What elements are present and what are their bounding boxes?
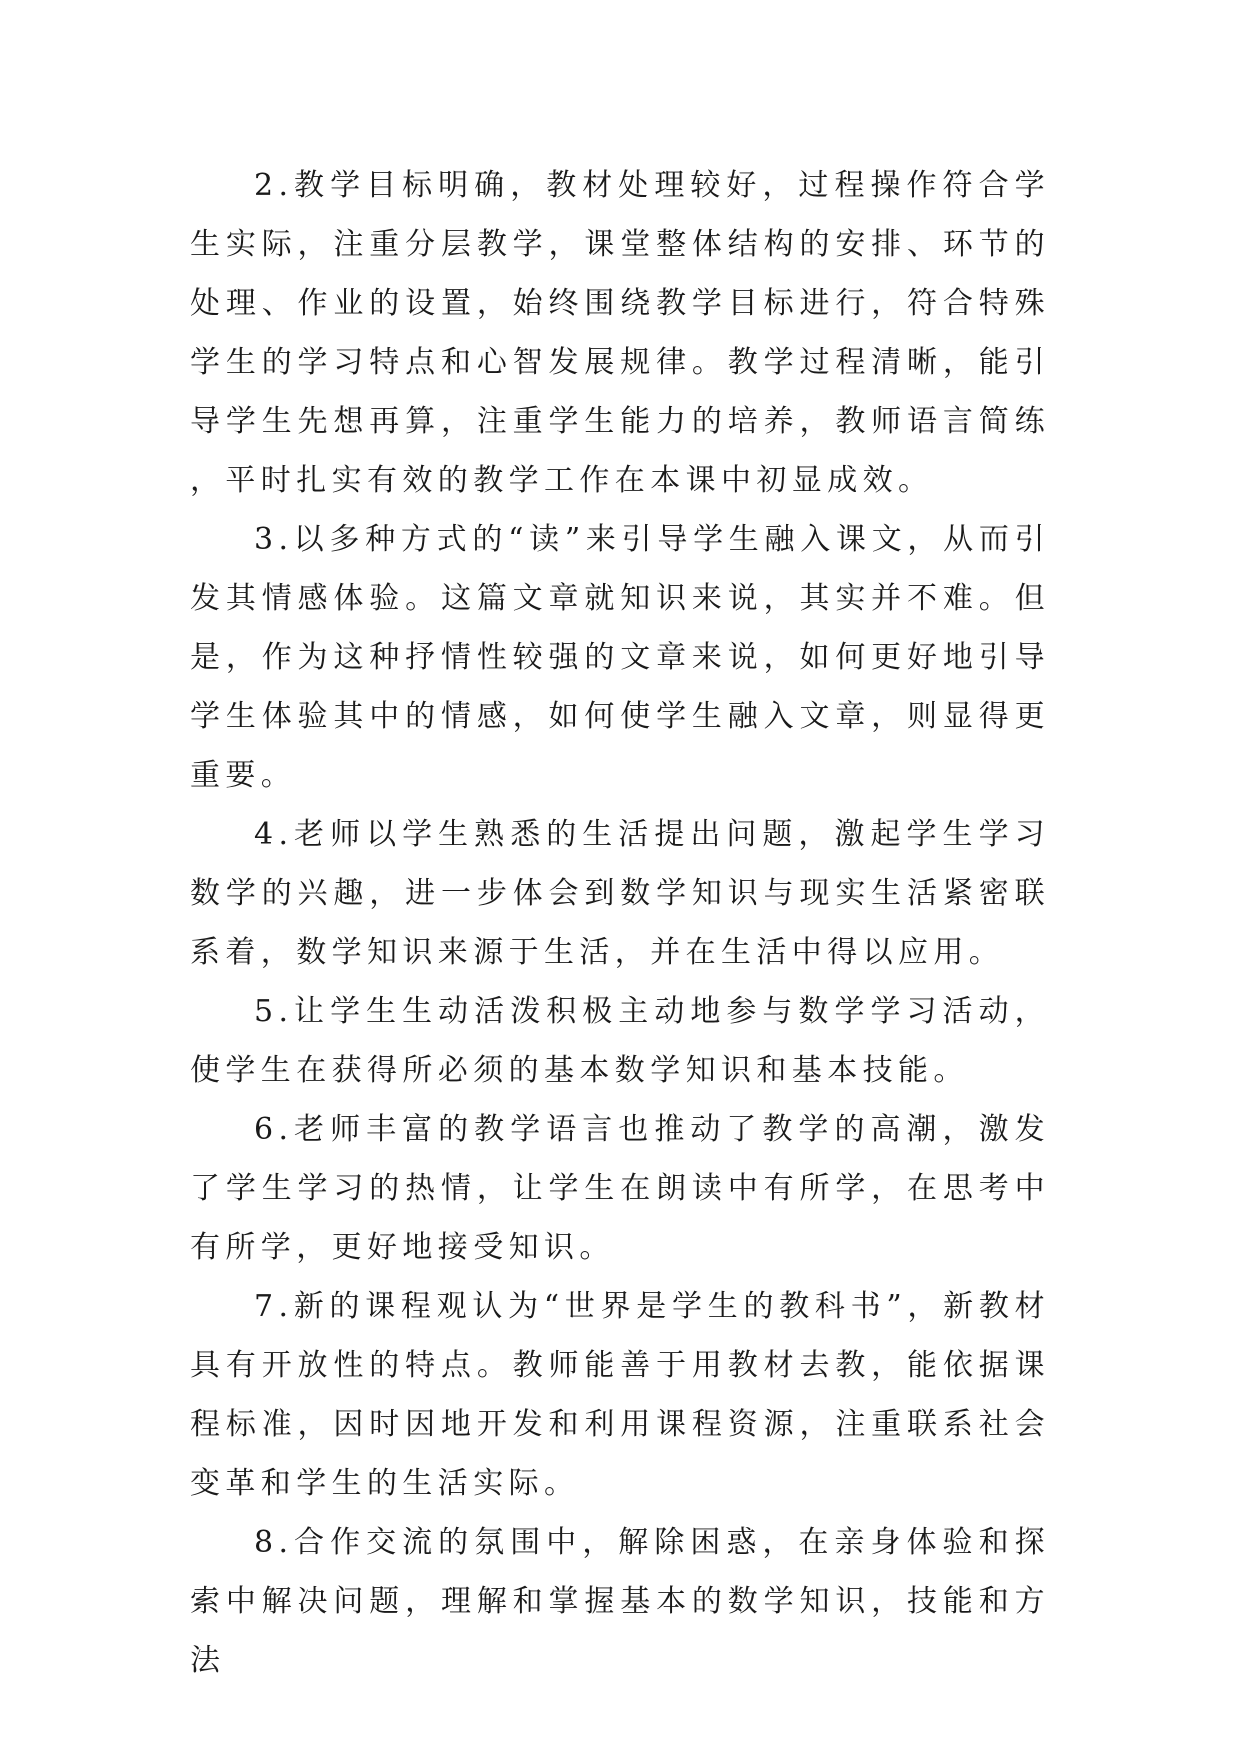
paragraph-4: 4.老师以学生熟悉的生活提出问题，激起学生学习数学的兴趣，进一步体会到数学知识与现实生活紧密联系着，数学知识来源于生活，并在生活中得以应用。 xyxy=(190,817,1050,970)
paragraph-3: 3.以多种方式的“读”来引导学生融入课文，从而引发其情感体验。这篇文章就知识来说，其实并不难。但是，作为这种抒情性较强的文章来说，如何更好地引导学生体验其中的情感，如何使学生融入文章，则显得更重要。 xyxy=(190,522,1050,793)
document-body xyxy=(190,156,1050,1690)
paragraph-5: 5.让学生生动活泼积极主动地参与数学学习活动，使学生在获得所必须的基本数学知识和基本技能。 xyxy=(190,994,1050,1088)
paragraph-7: 7.新的课程观认为“世界是学生的教科书”，新教材具有开放性的特点。教师能善于用教材去教，能依据课程标准，因时因地开发和利用课程资源，注重联系社会变革和学生的生活实际。 xyxy=(190,1289,1050,1501)
paragraph-2: 2.教学目标明确，教材处理较好，过程操作符合学生实际，注重分层教学，课堂整体结构的安排、环节的处理、作业的设置，始终围绕教学目标进行，符合特殊学生的学习特点和心智发展规律。教学过程清晰，能引导学生先想再算，注重学生能力的培养，教师语言简练，平时扎实有效的教学工作在本课中初显成效。 xyxy=(190,168,1050,498)
paragraph-8: 8.合作交流的氛围中，解除困惑，在亲身体验和探索中解决问题，理解和掌握基本的数学知识，技能和方法 xyxy=(190,1525,1050,1678)
paragraph-6: 6.老师丰富的教学语言也推动了教学的高潮，激发了学生学习的热情，让学生在朗读中有所学，在思考中有所学，更好地接受知识。 xyxy=(190,1112,1050,1265)
